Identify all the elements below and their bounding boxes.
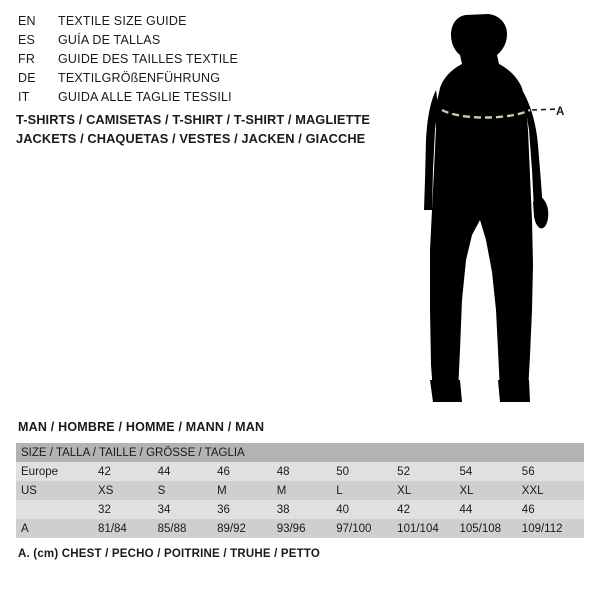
cell: 81/84 <box>98 522 127 535</box>
cell: 40 <box>336 503 350 516</box>
cell: 105/108 <box>459 522 502 535</box>
cell: 38 <box>276 503 290 516</box>
gender-heading: MAN / HOMBRE / HOMME / MANN / MAN <box>18 420 265 434</box>
table-header-row <box>16 443 584 462</box>
silhouette-svg <box>400 10 600 410</box>
language-row <box>18 71 358 90</box>
cell: 44 <box>157 465 171 478</box>
cell: 85/88 <box>157 522 187 535</box>
category-list <box>16 110 416 148</box>
category-jackets: JACKETS / CHAQUETAS / VESTES / JACKEN / GIACCHE <box>16 131 366 146</box>
language-row <box>18 33 358 52</box>
cell: XL <box>459 484 474 497</box>
cell: XL <box>397 484 412 497</box>
language-text: GUIDE DES TAILLES TEXTILE <box>58 52 239 66</box>
table-row <box>16 481 584 500</box>
cell: 46 <box>217 465 230 478</box>
cell: 44 <box>459 503 473 516</box>
cell: 34 <box>157 503 171 516</box>
cell: 50 <box>336 465 350 478</box>
table-row <box>16 500 584 519</box>
size-table <box>16 443 584 538</box>
row-label <box>16 500 98 519</box>
language-text: TEXTILE SIZE GUIDE <box>58 14 187 28</box>
language-text: TEXTILGRÖßENFÜHRUNG <box>58 71 221 85</box>
category-tshirts: T-SHIRTS / CAMISETAS / T-SHIRT / T-SHIRT / MAGLIETTE <box>16 112 371 127</box>
cell: M <box>276 484 287 497</box>
row-label: Europe <box>21 465 59 478</box>
language-code: FR <box>18 52 36 66</box>
language-text: GUÍA DE TALLAS <box>58 33 161 47</box>
cell: 56 <box>521 465 535 478</box>
language-code: DE <box>18 71 36 85</box>
language-text: GUIDA ALLE TAGLIE TESSILI <box>58 90 232 104</box>
cell: XXL <box>521 484 544 497</box>
cell: M <box>217 484 227 497</box>
cell: 52 <box>397 465 410 478</box>
cell: 89/92 <box>217 522 246 535</box>
cell: 54 <box>459 465 473 478</box>
table-row <box>16 462 584 481</box>
cell: S <box>157 484 166 497</box>
cell: XS <box>98 484 114 497</box>
male-silhouette-illustration <box>400 10 600 410</box>
cell: 36 <box>217 503 230 516</box>
cell: 42 <box>98 465 111 478</box>
language-list <box>18 14 358 109</box>
cell: 109/112 <box>521 522 563 535</box>
cell: L <box>336 484 343 497</box>
cell: 48 <box>276 465 290 478</box>
cell: 42 <box>397 503 410 516</box>
chest-measure-label: A <box>556 106 565 118</box>
language-code: ES <box>18 33 36 47</box>
language-row <box>18 52 358 71</box>
cell: 32 <box>98 503 111 516</box>
measurement-footnote: A. (cm) CHEST / PECHO / POITRINE / TRUHE / PETTO <box>18 548 321 560</box>
cell: 46 <box>521 503 535 516</box>
row-label: A <box>21 522 29 535</box>
cell: 97/100 <box>336 522 372 535</box>
table-header-label: SIZE / TALLA / TAILLE / GRÖSSE / TAGLIA <box>21 446 245 459</box>
language-code: EN <box>18 14 36 28</box>
language-code: IT <box>18 90 30 104</box>
cell: 101/104 <box>397 522 439 535</box>
row-label: US <box>21 484 37 497</box>
language-row <box>18 90 358 109</box>
language-row <box>18 14 358 33</box>
cell: 93/96 <box>276 522 306 535</box>
table-row <box>16 519 584 538</box>
